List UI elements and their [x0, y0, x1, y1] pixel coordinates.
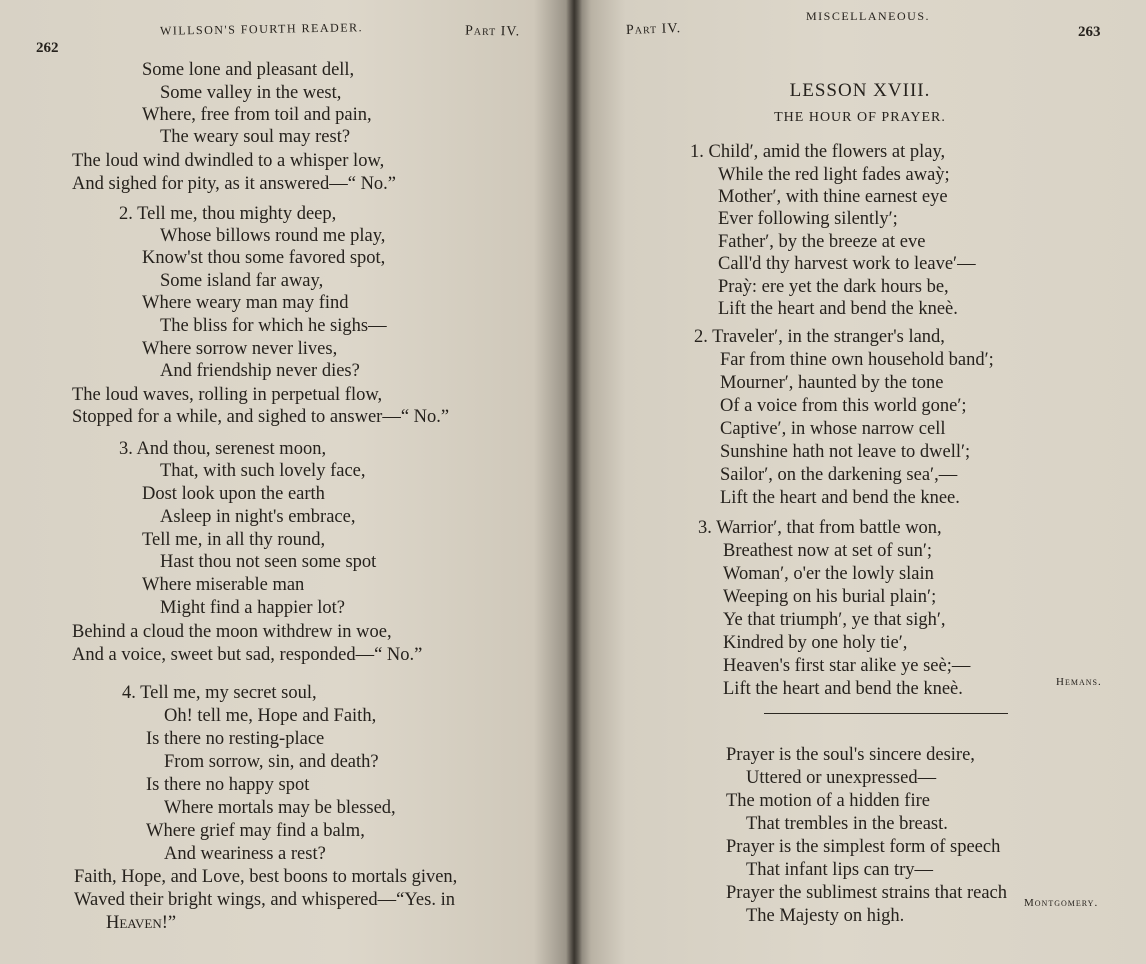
- verse-line: Ever following silently′;: [718, 209, 898, 229]
- verse-line: Uttered or unexpressed—: [746, 768, 937, 788]
- verse-line: That infant lips can try—: [746, 860, 934, 880]
- verse-line: 3. Warrior′, that from battle won,: [698, 518, 942, 538]
- verse-line: Prayer is the soul's sincere desire,: [726, 745, 975, 765]
- verse-line: Is there no resting-place: [146, 729, 325, 749]
- verse-line: Woman′, o'er the lowly slain: [723, 564, 934, 584]
- verse-line: That trembles in the breast.: [746, 814, 948, 834]
- verse-line: Faith, Hope, and Love, best boons to mortals given,: [74, 867, 458, 887]
- verse-line: Sunshine hath not leave to dwell′;: [720, 442, 971, 462]
- verse-line: Call'd thy harvest work to leave′—: [718, 254, 976, 274]
- verse-line: Hast thou not seen some spot: [160, 552, 377, 572]
- verse-line: 1. Child′, amid the flowers at play,: [690, 142, 946, 162]
- verse-line: 3. And thou, serenest moon,: [119, 439, 327, 459]
- verse-line: Some island far away,: [160, 271, 324, 291]
- verse-line: Where miserable man: [142, 575, 305, 595]
- verse-line: Tell me, in all thy round,: [142, 530, 326, 550]
- verse-line: Where sorrow never lives,: [142, 339, 338, 359]
- verse-line: The loud waves, rolling in perpetual flow,: [72, 385, 383, 405]
- verse-line: Whose billows round me play,: [160, 226, 386, 246]
- verse-line: And weariness a rest?: [164, 844, 326, 864]
- verse-line: 2. Traveler′, in the stranger's land,: [694, 327, 945, 347]
- lesson-subtitle: THE HOUR OF PRAYER.: [774, 110, 946, 125]
- verse-line: Asleep in night's embrace,: [160, 507, 356, 527]
- part-label: Part IV.: [464, 23, 521, 40]
- verse-line: Captive′, in whose narrow cell: [720, 419, 946, 439]
- verse-line: 2. Tell me, thou mighty deep,: [119, 204, 337, 224]
- verse-line: While the red light fades awaỳ;: [718, 165, 950, 185]
- verse-line: Heaven's first star alike ye seè;—: [723, 656, 971, 676]
- verse-line: Some lone and pleasant dell,: [142, 60, 355, 80]
- verse-line: Is there no happy spot: [146, 775, 310, 795]
- verse-line: Where mortals may be blessed,: [164, 798, 396, 818]
- verse-line: Lift the heart and bend the kneè.: [718, 299, 958, 319]
- page-number: 262: [36, 40, 59, 56]
- section-divider: [764, 713, 1008, 714]
- verse-line: The loud wind dwindled to a whisper low,: [72, 151, 385, 171]
- verse-line: Prayer is the simplest form of speech: [726, 837, 1001, 857]
- verse-line: Know'st thou some favored spot,: [142, 248, 386, 268]
- verse-line: That, with such lovely face,: [160, 461, 366, 481]
- verse-line: Mourner′, haunted by the tone: [720, 373, 944, 393]
- lesson-title: LESSON XVIII.: [789, 80, 931, 101]
- verse-line: And friendship never dies?: [160, 361, 360, 381]
- verse-line: Behind a cloud the moon withdrew in woe,: [72, 622, 392, 642]
- verse-line: 4. Tell me, my secret soul,: [122, 683, 317, 703]
- page-number: 263: [1078, 24, 1101, 40]
- verse-line: Where grief may find a balm,: [146, 821, 365, 841]
- running-title: MISCELLANEOUS.: [806, 9, 931, 23]
- verse-line: Far from thine own household band′;: [720, 350, 994, 370]
- verse-line: Sailor′, on the darkening sea′,—: [720, 465, 958, 485]
- verse-line: And sighed for pity, as it answered—“ No.”: [72, 174, 397, 194]
- verse-line: Weeping on his burial plain′;: [723, 587, 937, 607]
- verse-line: Father′, by the breeze at eve: [718, 232, 926, 252]
- verse-line: The bliss for which he sighs—: [160, 316, 387, 336]
- verse-line: Some valley in the west,: [160, 83, 342, 103]
- verse-line: Prayer the sublimest strains that reach: [726, 883, 1008, 903]
- verse-line: Dost look upon the earth: [142, 484, 325, 504]
- verse-line: From sorrow, sin, and death?: [164, 752, 379, 772]
- verse-line: Kindred by one holy tie′,: [723, 633, 908, 653]
- verse-line: And a voice, sweet but sad, responded—“ No.”: [72, 645, 423, 665]
- verse-line: The motion of a hidden fire: [726, 791, 930, 811]
- verse-line: Praỳ: ere yet the dark hours be,: [718, 277, 949, 297]
- verse-line: The weary soul may rest?: [160, 127, 351, 147]
- poem-author: Montgomery.: [1024, 897, 1099, 909]
- verse-line: Lift the heart and bend the kneè.: [723, 679, 963, 699]
- running-title: WILLSON'S FOURTH READER.: [159, 20, 364, 38]
- verse-line: Heaven!”: [106, 913, 177, 933]
- verse-line: Breathest now at set of sun′;: [723, 541, 933, 561]
- verse-line: Where, free from toil and pain,: [142, 105, 372, 125]
- verse-line: Stopped for a while, and sighed to answer—“ No.”: [72, 407, 450, 427]
- verse-line: Where weary man may find: [142, 293, 349, 313]
- hymn-author: Hemans.: [1056, 676, 1102, 688]
- book-gutter: [566, 0, 582, 964]
- verse-line: Oh! tell me, Hope and Faith,: [164, 706, 377, 726]
- verse-line: Ye that triumph′, ye that sigh′,: [723, 610, 946, 630]
- verse-line: Lift the heart and bend the knee.: [720, 488, 960, 508]
- verse-line: Mother′, with thine earnest eye: [718, 187, 948, 207]
- verse-line: Waved their bright wings, and whispered—“Yes. in: [74, 890, 455, 910]
- verse-line: The Majesty on high.: [746, 906, 905, 926]
- verse-line: Might find a happier lot?: [160, 598, 345, 618]
- verse-line: Of a voice from this world gone′;: [720, 396, 967, 416]
- part-label: Part IV.: [625, 21, 682, 38]
